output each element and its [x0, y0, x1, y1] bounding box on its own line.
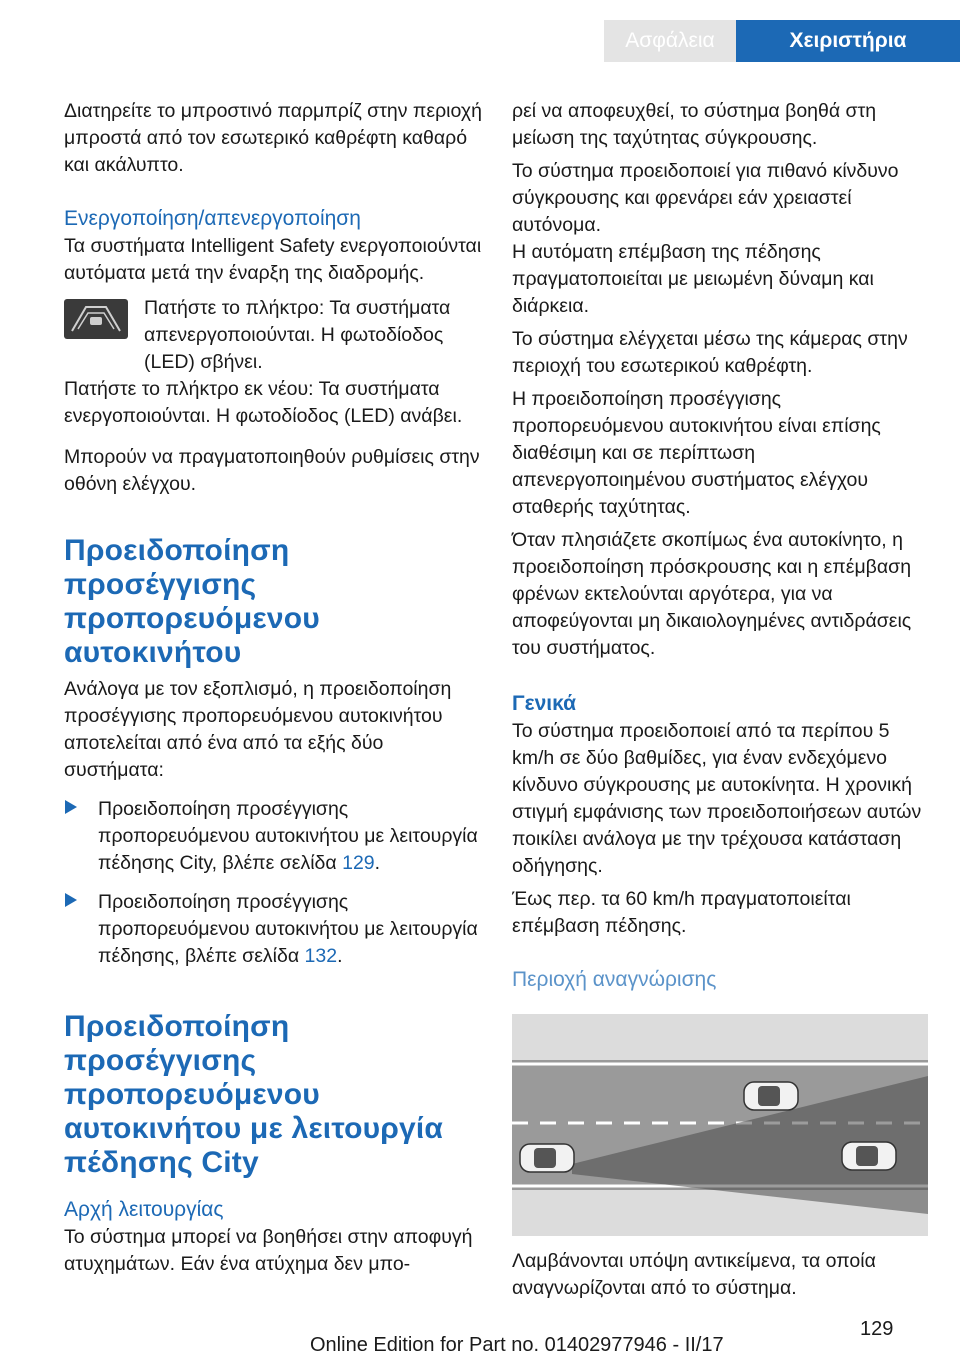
bullet-triangle-icon [65, 893, 77, 907]
settings-text: Μπορούν να πραγματοποιηθούν ρυθμίσεις στην οθόνη ελέγχου. [64, 446, 480, 495]
figure-caption: Λαμβάνονται υπόψη αντικείμενα, τα οποία αναγνωρίζονται από το σύστημα. [512, 1250, 876, 1299]
intelligent-safety-button-icon [64, 299, 128, 339]
press-once-text: Πατήστε το πλήκτρο: Τα συστήματα απενεργοποιούνται. Η φωτοδίοδος (LED) σβήνει. [144, 297, 451, 373]
bullet-triangle-icon [65, 800, 77, 814]
paragraph-availability: Η προειδοποίηση προσέγγισης προπορευόμενου αυτοκινήτου είναι επίσης διαθέσιμη και σε περίπτωση απενεργοποιημένου συστήματος ελέγχου σταθερής ταχύτητας. [512, 388, 881, 518]
list-item-text: Προειδοποίηση προσέγγισης προπορευόμενου αυτοκινήτου με λειτουργία πέδησης, βλέπε σελίδα [98, 891, 478, 967]
edition-footer: Online Edition for Part no. 01402977946 - II/17 [310, 1334, 724, 1356]
page-link-132[interactable]: 132 [304, 945, 338, 967]
paragraph-camera: Το σύστημα ελέγχεται μέσω της κάμερας στην περιοχή του εσωτερικού καθρέφτη. [512, 328, 908, 377]
page-number: 129 [860, 1318, 894, 1340]
detection-area-illustration [512, 1014, 928, 1236]
section-approach-text: Ανάλογα με τον εξοπλισμό, η προειδοποίηση προσέγγισης προπορευόμενου αυτοκινήτου αποτελείται από ένα από τα εξής δύο συστήματα: [64, 678, 452, 781]
principle-text: Το σύστημα μπορεί να βοηθήσει στην αποφυγή ατυχημάτων. Εάν ένα ατύχημα δεν μπο- [64, 1226, 473, 1275]
press-again-text: Πατήστε το πλήκτρο εκ νέου: Τα συστήματα ενεργοποιούνται. Η φωτοδίοδος (LED) ανάβει. [64, 378, 463, 427]
general-text: Το σύστημα προειδοποιεί από τα περίπου 5 km/h σε δύο βαθμίδες, για έναν ενδεχόμενο κίνδυνο σύγκρουσης με αυτοκίνητα. Η χρονική στιγμή εμφάνισης των προειδοποιήσεων αυτών ποικίλει ανάλογα με την τρέχουσα κατάσταση οδήγησης. [512, 720, 922, 877]
general-heading: Γενικά [512, 692, 577, 715]
paragraph-intentional: Όταν πλησιάζετε σκοπίμως ένα αυτοκίνητο, η προειδοποίηση πρόσκρουσης και η επέμβαση φρένων εκτελούνται αργότερα, για να αποφεύγονται μη δικαιολογημένες αντιδράσεις του συστήματος. [512, 529, 912, 659]
detection-area-figure [512, 1014, 928, 1236]
activation-text: Τα συστήματα Intelligent Safety ενεργοποιούνται αυτόματα μετά την έναρξη της διαδρομής. [64, 235, 482, 284]
car-detected-front [744, 1082, 798, 1110]
car-ego [520, 1144, 574, 1172]
list-item: Προειδοποίηση προσέγγισης προπορευόμενου αυτοκινήτου με λειτουργία πέδησης, βλέπε σελίδα 132. [64, 889, 484, 970]
page-link-129[interactable]: 129 [342, 852, 375, 874]
section-title-approach-warning: Προειδοποίηση προσέγγισης προπορευόμενου αυτοκινήτου [64, 534, 320, 669]
paragraph-warning: Το σύστημα προειδοποιεί για πιθανό κίνδυνο σύγκρουσης και φρενάρει εάν χρειαστεί αυτόνομα. [512, 160, 899, 236]
header-bar [0, 0, 960, 62]
paragraph-braking: Η αυτόματη επέμβαση της πέδησης πραγματοποιείται με μειωμένη δύναμη και διάρκεια. [512, 241, 874, 317]
list-item-text: Προειδοποίηση προσέγγισης προπορευόμενου αυτοκινήτου με λειτουργία πέδησης City, βλέπε σελίδα [98, 798, 478, 874]
intro-paragraph: Διατηρείτε το μπροστινό παρμπρίζ στην περιοχή μπροστά από τον εσωτερικό καθρέφτη καθαρό και ακάλυπτο. [64, 100, 482, 176]
detection-heading: Περιοχή αναγνώρισης [512, 968, 717, 991]
continued-text: ρεί να αποφευχθεί, το σύστημα βοηθά στη μείωση της ταχύτητας σύγκρουσης. [512, 100, 877, 149]
speed-text: Έως περ. τα 60 km/h πραγματοποιείται επέμβαση πέδησης. [512, 888, 851, 937]
section-title-city-braking: Προειδοποίηση προσέγγισης προπορευόμενου αυτοκινήτου με λειτουργία πέδησης City [64, 1010, 444, 1179]
chapter-tab[interactable]: Χειριστήρια [736, 20, 960, 62]
principle-heading: Αρχή λειτουργίας [64, 1198, 224, 1221]
system-list [64, 796, 484, 970]
key-instruction [64, 295, 484, 376]
car-detected-right [842, 1142, 896, 1170]
section-tab[interactable]: Ασφάλεια [604, 20, 736, 62]
right-column [512, 98, 932, 1302]
left-column [64, 98, 484, 1278]
activation-heading: Ενεργοποίηση/απενεργοποίηση [64, 207, 361, 230]
list-item: Προειδοποίηση προσέγγισης προπορευόμενου αυτοκινήτου με λειτουργία πέδησης City, βλέπε σελίδα 129. [64, 796, 484, 877]
